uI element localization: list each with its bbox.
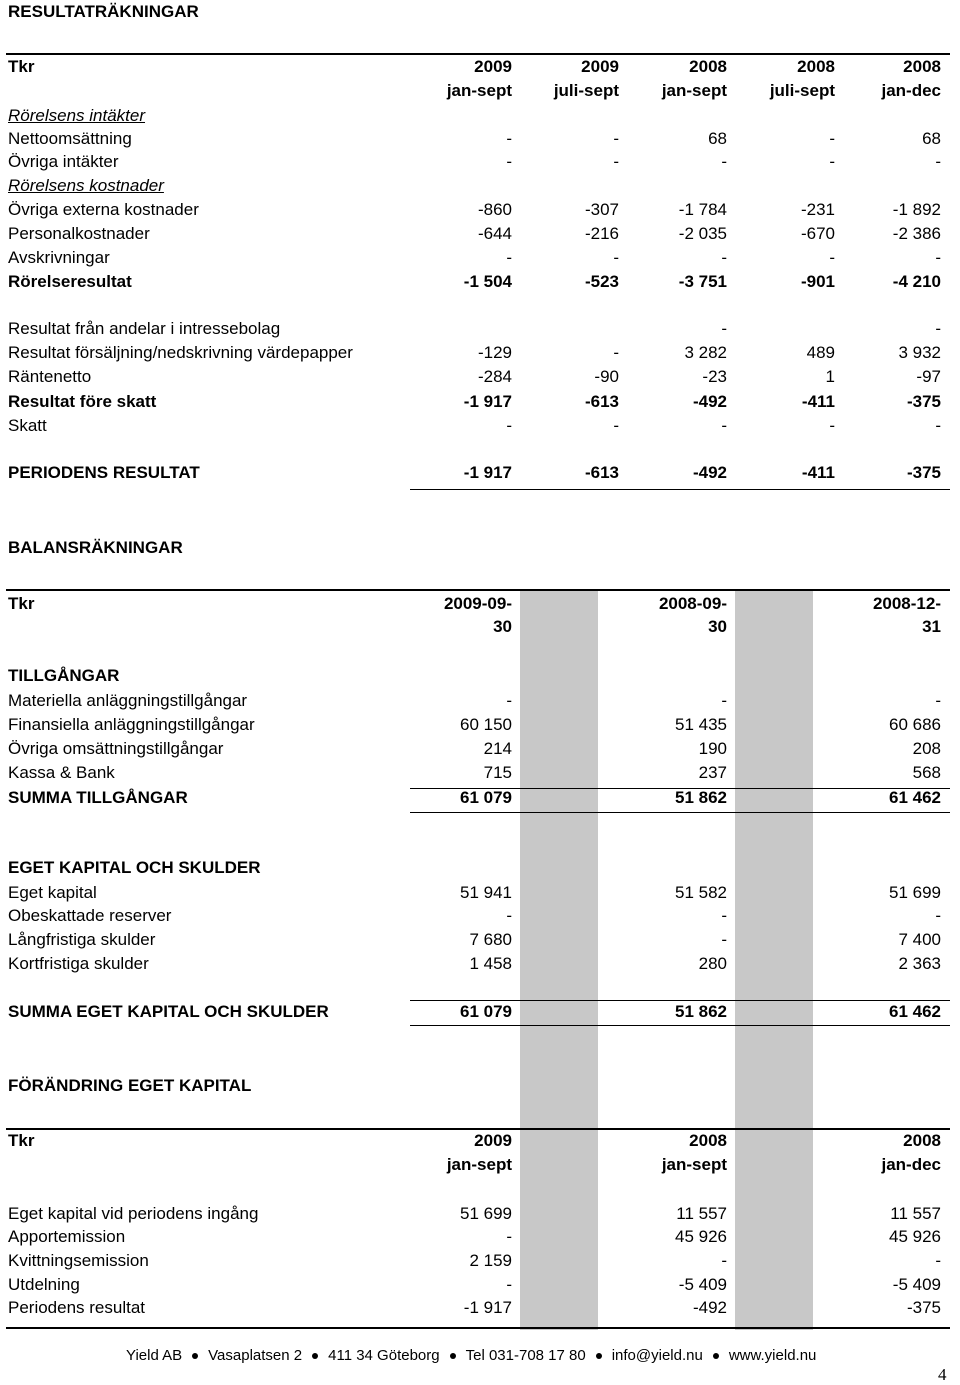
income-cell: -1 504 [463, 272, 512, 291]
balance-cell: 51 435 [675, 715, 727, 734]
balance-cell: 61 462 [889, 788, 941, 807]
bullet-icon [450, 1353, 456, 1359]
income-row-label: Rörelsens intäkter [8, 106, 146, 125]
balance-cell: 51 941 [460, 883, 512, 902]
equity-row-label: Periodens resultat [8, 1298, 146, 1317]
equity-header-period: jan-sept [446, 1155, 512, 1174]
income-header-year: 2008 [797, 57, 835, 76]
income-rule-total [410, 489, 950, 490]
income-cell: -284 [477, 367, 512, 386]
income-cell: - [829, 416, 835, 435]
shade-column-2 [735, 590, 813, 1330]
income-cell: 68 [708, 129, 727, 148]
income-header-period: jan-sept [661, 81, 727, 100]
income-row-label: Personalkostnader [8, 224, 150, 243]
balance-header-date-day: 30 [493, 617, 512, 636]
balance-header-tkr: Tkr [8, 594, 35, 613]
balance-cell: 1 458 [469, 954, 512, 973]
balance-title: BALANSRÄKNINGAR [8, 538, 183, 557]
income-header-period: jan-sept [446, 81, 512, 100]
income-cell: -1 917 [463, 463, 512, 482]
income-title: RESULTATRÄKNINGAR [8, 2, 199, 21]
income-cell: 3 282 [684, 343, 727, 362]
balance-row-label: Kassa & Bank [8, 763, 115, 782]
income-cell: -670 [800, 224, 835, 243]
balance-header-date: 2009-09- [443, 594, 512, 613]
balance-cell: - [506, 906, 512, 925]
income-cell: -492 [692, 392, 727, 411]
balance-cell: - [721, 691, 727, 710]
equity-header-year: 2008 [903, 1131, 941, 1150]
balance-cell: 61 079 [460, 1002, 512, 1021]
balance-cell: 208 [912, 739, 941, 758]
income-cell: -492 [692, 463, 727, 482]
balance-header-date-day: 30 [708, 617, 727, 636]
balance-cell: - [935, 906, 941, 925]
equity-cell: -5 409 [892, 1275, 941, 1294]
income-cell: -1 892 [892, 200, 941, 219]
income-cell: - [613, 416, 619, 435]
income-cell: -23 [702, 367, 727, 386]
equity-row-label: Apportemission [8, 1227, 126, 1246]
balance-cell: 715 [483, 763, 512, 782]
equity-header-year: 2008 [689, 1131, 727, 1150]
balance-rule-assets [410, 788, 950, 789]
income-cell: - [935, 248, 941, 267]
equity-cell: - [721, 1251, 727, 1270]
footer-item: Vasaplatsen 2 [208, 1347, 303, 1364]
income-header-period: juli-sept [553, 81, 619, 100]
balance-cell: - [721, 930, 727, 949]
income-row-label: Nettoomsättning [8, 129, 132, 148]
income-cell: -216 [584, 224, 619, 243]
balance-cell: 61 079 [460, 788, 512, 807]
income-row-label: Resultat före skatt [8, 392, 157, 411]
income-cell: - [506, 416, 512, 435]
equity-cell: 2 159 [469, 1251, 512, 1270]
income-cell: - [721, 319, 727, 338]
balance-row-label: Eget kapital [8, 883, 97, 902]
income-cell: -375 [906, 463, 941, 482]
income-cell: -231 [800, 200, 835, 219]
footer-item: www.yield.nu [728, 1347, 817, 1364]
balance-row-label: Långfristiga skulder [8, 930, 156, 949]
balance-row-label: EGET KAPITAL OCH SKULDER [8, 858, 261, 877]
balance-rule-liab [410, 1000, 950, 1001]
shade-column-1 [520, 590, 598, 1330]
income-row-label: Rörelsens kostnader [8, 176, 164, 195]
balance-cell: 51 862 [675, 788, 727, 807]
equity-cell: 45 926 [675, 1227, 727, 1246]
income-cell: - [613, 129, 619, 148]
equity-row-label: Kvittningsemission [8, 1251, 149, 1270]
income-cell: - [935, 152, 941, 171]
income-cell: - [935, 319, 941, 338]
income-cell: - [506, 129, 512, 148]
income-header-year: 2008 [689, 57, 727, 76]
balance-cell: 51 862 [675, 1002, 727, 1021]
income-row-label: Resultat från andelar i intressebolag [8, 319, 281, 338]
income-cell: -307 [584, 200, 619, 219]
balance-cell: 60 686 [889, 715, 941, 734]
income-cell: -97 [916, 367, 941, 386]
equity-top-rule [6, 1128, 950, 1130]
equity-cell: 11 557 [676, 1204, 727, 1223]
balance-header-date-day: 31 [922, 617, 941, 636]
income-header-year: 2009 [474, 57, 512, 76]
equity-bottom-rule [6, 1327, 950, 1329]
equity-header-period: jan-dec [881, 1155, 941, 1174]
balance-cell: 568 [912, 763, 941, 782]
income-cell: -523 [584, 272, 619, 291]
income-row-label: Resultat försäljning/nedskrivning värdepapper [8, 343, 353, 362]
equity-cell: - [935, 1251, 941, 1270]
income-row-label: Övriga externa kostnader [8, 200, 199, 219]
income-row-label: Rörelseresultat [8, 272, 132, 291]
income-header-period: juli-sept [769, 81, 835, 100]
balance-cell: 190 [698, 739, 727, 758]
footer-item: Yield AB [126, 1347, 183, 1364]
income-cell: - [721, 416, 727, 435]
balance-cell: 60 150 [460, 715, 512, 734]
income-cell: - [613, 343, 619, 362]
income-cell: -411 [801, 463, 835, 482]
income-cell: - [829, 129, 835, 148]
income-row-label: Övriga intäkter [8, 152, 119, 171]
balance-row-label: Övriga omsättningstillgångar [8, 739, 224, 758]
income-cell: 68 [922, 129, 941, 148]
equity-row-label: Utdelning [8, 1275, 80, 1294]
balance-cell: 7 680 [469, 930, 512, 949]
balance-cell: - [506, 691, 512, 710]
balance-top-rule [6, 589, 950, 591]
balance-cell: - [935, 691, 941, 710]
balance-cell: 61 462 [889, 1002, 941, 1021]
income-cell: 1 [825, 367, 835, 386]
footer-item: info@yield.nu [611, 1347, 703, 1364]
equity-cell: 45 926 [889, 1227, 941, 1246]
balance-cell: 51 582 [675, 883, 727, 902]
income-header-year: 2008 [903, 57, 941, 76]
income-row-label: Avskrivningar [8, 248, 110, 267]
equity-cell: -492 [692, 1298, 727, 1317]
balance-rule-assets-bottom [410, 812, 950, 813]
balance-header-date: 2008-12- [872, 594, 941, 613]
balance-header-date: 2008-09- [658, 594, 727, 613]
income-cell: - [613, 248, 619, 267]
footer-item: 411 34 Göteborg [328, 1347, 440, 1364]
bullet-icon [312, 1353, 318, 1359]
equity-cell: - [506, 1275, 512, 1294]
equity-title: FÖRÄNDRING EGET KAPITAL [8, 1076, 252, 1095]
balance-row-label: SUMMA EGET KAPITAL OCH SKULDER [8, 1002, 329, 1021]
income-row-label: Skatt [8, 416, 47, 435]
income-cell: - [506, 248, 512, 267]
bullet-icon [596, 1353, 602, 1359]
equity-header-year: 2009 [474, 1131, 512, 1150]
balance-row-label: Finansiella anläggningstillgångar [8, 715, 255, 734]
balance-row-label: TILLGÅNGAR [8, 666, 120, 685]
equity-cell: 11 557 [890, 1204, 941, 1223]
income-cell: -4 210 [892, 272, 941, 291]
income-cell: -860 [477, 200, 512, 219]
income-cell: -644 [477, 224, 512, 243]
income-cell: - [506, 152, 512, 171]
equity-cell: -5 409 [678, 1275, 727, 1294]
equity-cell: -375 [906, 1298, 941, 1317]
income-cell: -2 386 [892, 224, 941, 243]
income-cell: -2 035 [678, 224, 727, 243]
footer-item: Tel 031-708 17 80 [465, 1347, 586, 1364]
equity-header-tkr: Tkr [8, 1131, 35, 1150]
bullet-icon [192, 1353, 198, 1359]
income-cell: -1 784 [678, 200, 727, 219]
income-cell: - [721, 152, 727, 171]
equity-cell: 51 699 [460, 1204, 512, 1223]
income-cell: 3 932 [898, 343, 941, 362]
income-cell: -411 [801, 392, 835, 411]
balance-rule-liab-bottom [410, 1025, 950, 1026]
balance-row-label: Kortfristiga skulder [8, 954, 149, 973]
balance-row-label: Materiella anläggningstillgångar [8, 691, 248, 710]
equity-cell: -1 917 [463, 1298, 512, 1317]
bullet-icon [713, 1353, 719, 1359]
income-row-label: PERIODENS RESULTAT [8, 463, 200, 482]
balance-row-label: Obeskattade reserver [8, 906, 172, 925]
income-cell: -613 [584, 463, 619, 482]
balance-cell: 214 [483, 739, 512, 758]
income-cell: - [721, 248, 727, 267]
income-header-tkr: Tkr [8, 57, 35, 76]
income-cell: - [829, 248, 835, 267]
page-number: 4 [938, 1365, 947, 1384]
equity-row-label: Eget kapital vid periodens ingång [8, 1204, 259, 1223]
income-top-rule [6, 53, 950, 55]
balance-cell: 51 699 [889, 883, 941, 902]
income-header-year: 2009 [581, 57, 619, 76]
income-cell: - [613, 152, 619, 171]
equity-header-period: jan-sept [661, 1155, 727, 1174]
income-row-label: Räntenetto [8, 367, 92, 386]
balance-cell: 7 400 [898, 930, 941, 949]
income-cell: -613 [584, 392, 619, 411]
income-cell: -3 751 [678, 272, 727, 291]
income-cell: 489 [806, 343, 835, 362]
income-cell: - [935, 416, 941, 435]
balance-cell: 237 [698, 763, 727, 782]
balance-cell: 2 363 [898, 954, 941, 973]
balance-cell: - [721, 906, 727, 925]
income-cell: -1 917 [463, 392, 512, 411]
income-cell: -901 [800, 272, 835, 291]
balance-cell: 280 [698, 954, 727, 973]
equity-cell: - [506, 1227, 512, 1246]
income-cell: -90 [594, 367, 619, 386]
income-cell: -375 [906, 392, 941, 411]
income-header-period: jan-dec [881, 81, 941, 100]
income-cell: -129 [477, 343, 512, 362]
footer-address [126, 1347, 816, 1364]
income-cell: - [829, 152, 835, 171]
balance-row-label: SUMMA TILLGÅNGAR [8, 788, 188, 807]
